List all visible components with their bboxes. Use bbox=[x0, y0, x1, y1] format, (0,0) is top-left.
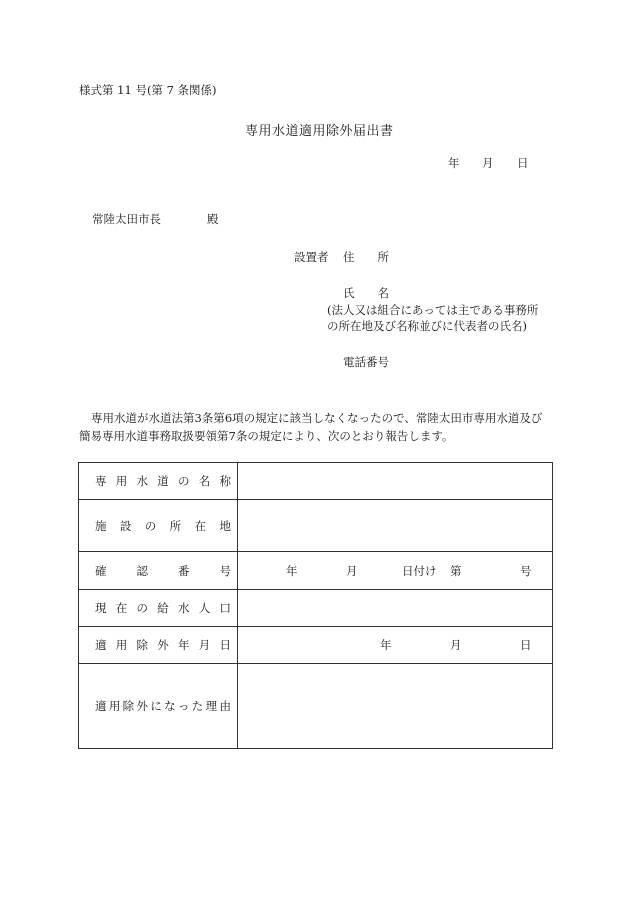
confirmation-number-field[interactable] bbox=[238, 552, 553, 590]
label-current-population bbox=[79, 590, 238, 627]
report-statement-line2: 簡易専用水道事務取扱要領第7条の規定により、次のとおり報告します。 bbox=[79, 429, 454, 443]
table-row-confirmation-number bbox=[79, 552, 553, 590]
report-form-table bbox=[78, 462, 553, 749]
label-confirmation-number bbox=[79, 552, 238, 590]
applicant-note-line1: (法人又は組合にあっては主である事務所 bbox=[327, 303, 539, 317]
confirm-month: 月 bbox=[346, 563, 358, 578]
label-char: 日 bbox=[219, 638, 231, 652]
waterworks-name-field[interactable] bbox=[238, 463, 553, 500]
addressee-name: 常陸太田市長 bbox=[92, 212, 161, 226]
label-char: 称 bbox=[219, 474, 231, 488]
label-char: 口 bbox=[219, 601, 231, 615]
label-char: 確 bbox=[95, 563, 107, 578]
label-char: 号 bbox=[219, 563, 231, 578]
label-char: 適 bbox=[95, 699, 107, 713]
label-char: 適 bbox=[95, 638, 107, 652]
label-char: 認 bbox=[136, 563, 148, 578]
date-month-label: 月 bbox=[482, 156, 494, 170]
form-number: 様式第 11 号(第 7 条関係) bbox=[79, 83, 217, 97]
label-char: の bbox=[144, 518, 157, 533]
confirm-date-suffix: 日付け bbox=[402, 563, 437, 578]
report-statement-line1: 専用水道が水道法第3条第6項の規定に該当しなくなったので、常陸太田市専用水道及び bbox=[91, 411, 543, 425]
confirm-number-suffix: 号 bbox=[520, 563, 532, 578]
label-exclusion-date bbox=[79, 627, 238, 664]
label-facility-location bbox=[79, 500, 238, 552]
label-char: 用 bbox=[115, 638, 128, 652]
label-char: 施 bbox=[95, 518, 107, 533]
table-row-waterworks-name bbox=[79, 463, 553, 500]
label-char: 道 bbox=[157, 474, 169, 488]
applicant-phone-label: 電話番号 bbox=[343, 355, 389, 369]
label-waterworks-name bbox=[79, 463, 238, 500]
exclusion-day: 日 bbox=[520, 638, 532, 652]
label-char: 水 bbox=[178, 601, 190, 615]
label-char: 外 bbox=[136, 699, 148, 713]
label-char: 由 bbox=[219, 699, 231, 713]
applicant-address-label: 住 所 bbox=[343, 250, 389, 264]
label-char: 在 bbox=[194, 518, 207, 533]
applicant-note-line2: の所在地及び名称並びに代表者の氏名) bbox=[327, 319, 527, 333]
label-char: 理 bbox=[205, 699, 218, 713]
table-row-current-population bbox=[79, 590, 553, 627]
label-char: 番 bbox=[178, 563, 190, 578]
label-char: 水 bbox=[136, 474, 148, 488]
label-exclusion-reason bbox=[79, 664, 238, 749]
applicant-role-label: 設置者 bbox=[294, 250, 329, 264]
label-char: 除 bbox=[136, 638, 148, 652]
label-char: 人 bbox=[198, 601, 211, 615]
label-char: 在 bbox=[115, 601, 128, 615]
label-char: 名 bbox=[198, 474, 211, 488]
label-char: 現 bbox=[95, 601, 107, 615]
label-char: の bbox=[178, 474, 190, 488]
addressee-honorific: 殿 bbox=[207, 212, 219, 226]
label-char: 専 bbox=[95, 474, 107, 488]
exclusion-reason-field[interactable] bbox=[238, 664, 553, 749]
confirm-number-prefix: 第 bbox=[450, 563, 462, 578]
label-char: 用 bbox=[115, 474, 128, 488]
confirm-year: 年 bbox=[286, 563, 298, 578]
label-char: に bbox=[150, 699, 162, 713]
label-char: 用 bbox=[108, 699, 121, 713]
exclusion-date-field[interactable] bbox=[238, 627, 553, 664]
current-population-field[interactable] bbox=[238, 590, 553, 627]
date-year-label: 年 bbox=[448, 156, 460, 170]
exclusion-year: 年 bbox=[380, 638, 392, 652]
label-char: 設 bbox=[119, 518, 132, 533]
applicant-name-label: 氏 名 bbox=[343, 286, 389, 300]
label-char: 年 bbox=[178, 638, 190, 652]
label-char: 除 bbox=[122, 699, 135, 713]
label-char: 外 bbox=[157, 638, 169, 652]
label-char: な bbox=[164, 699, 176, 713]
date-day-label: 日 bbox=[517, 156, 529, 170]
label-char: た bbox=[191, 699, 204, 713]
facility-location-field[interactable] bbox=[238, 500, 553, 552]
exclusion-month: 月 bbox=[450, 638, 462, 652]
label-char: 給 bbox=[157, 601, 169, 615]
label-char: っ bbox=[177, 699, 190, 713]
table-row-exclusion-date bbox=[79, 627, 553, 664]
document-title: 専用水道適用除外届出書 bbox=[245, 124, 394, 139]
table-row-facility-location bbox=[79, 500, 553, 552]
label-char: 月 bbox=[198, 638, 211, 652]
label-char: の bbox=[136, 601, 148, 615]
table-row-exclusion-reason bbox=[79, 664, 553, 749]
label-char: 所 bbox=[169, 518, 182, 533]
label-char: 地 bbox=[219, 518, 231, 533]
